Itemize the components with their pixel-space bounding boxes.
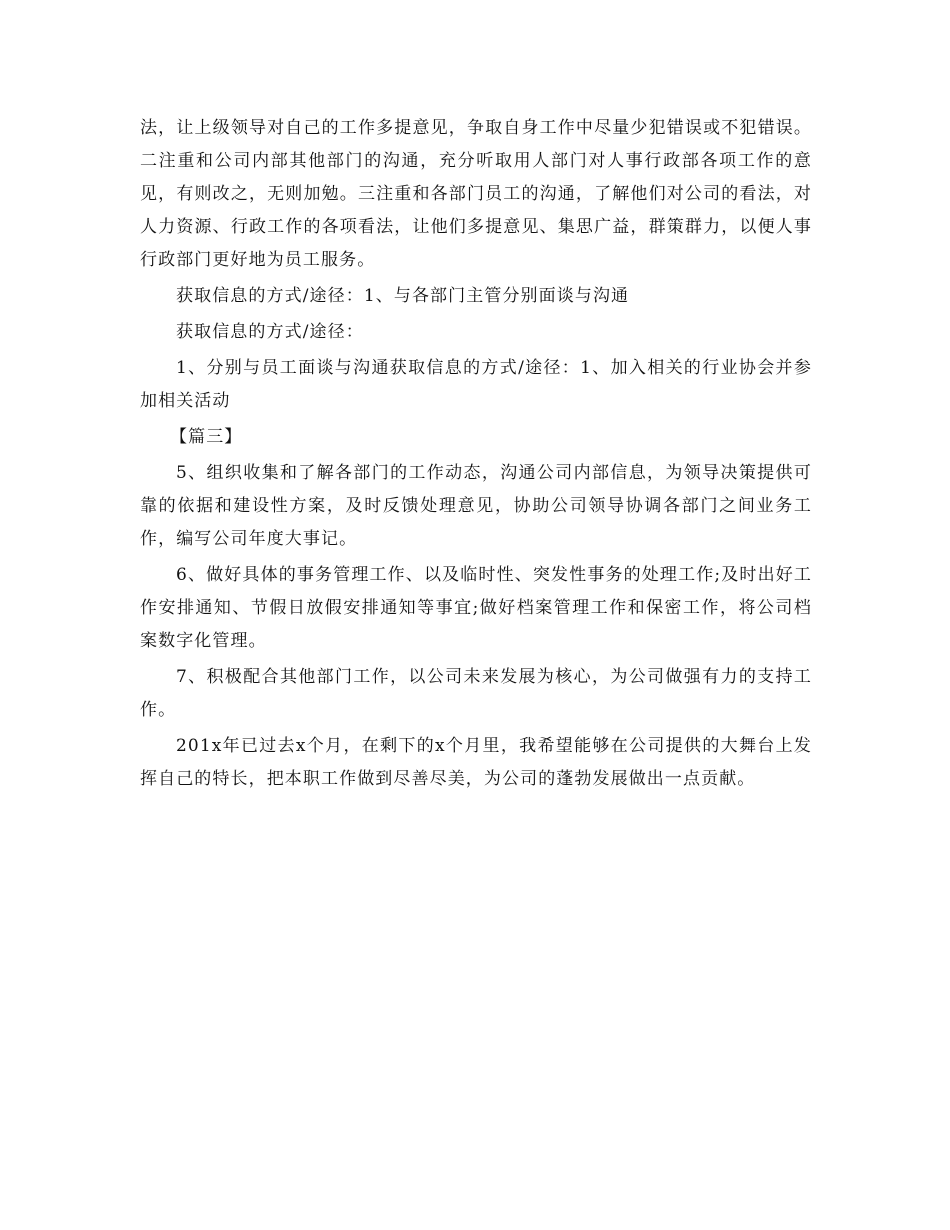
paragraph-info-channel-3: 1、分别与员工面谈与沟通获取信息的方式/途径：1、加入相关的行业协会并参加相关活动 xyxy=(140,358,812,411)
paragraph-continued: 法，让上级领导对自己的工作多提意见，争取自身工作中尽量少犯错误或不犯错误。二注重和公司内部其他部门的沟通，充分听取用人部门对人事行政部各项工作的意见，有则改之，无则加勉。三注重和各部门员工的沟通，了解他们对公司的看法，对人力资源、行政工作的各项看法，让他们多提意见、集思广益，群策群力，以便人事行政部门更好地为员工服务。 xyxy=(140,118,812,270)
paragraph-item-6: 6、做好具体的事务管理工作、以及临时性、突发性事务的处理工作;及时出好工作安排通知、节假日放假安排通知等事宜;做好档案管理工作和保密工作，将公司档案数字化管理。 xyxy=(140,565,812,651)
paragraph-item-5: 5、组织收集和了解各部门的工作动态，沟通公司内部信息，为领导决策提供可靠的依据和建设性方案，及时反馈处理意见，协助公司领导协调各部门之间业务工作，编写公司年度大事记。 xyxy=(140,463,812,549)
paragraph-info-channel-1: 获取信息的方式/途径：1、与各部门主管分别面谈与沟通 xyxy=(176,286,630,306)
paragraph-closing: 201x年已过去x个月，在剩下的x个月里，我希望能够在公司提供的大舞台上发挥自己的特长，把本职工作做到尽善尽美，为公司的蓬勃发展做出一点贡献。 xyxy=(140,736,812,789)
paragraph-item-7: 7、积极配合其他部门工作，以公司未来发展为核心，为公司做强有力的支持工作。 xyxy=(140,667,812,720)
document-body xyxy=(140,112,812,799)
paragraph-info-channel-2: 获取信息的方式/途径： xyxy=(176,322,364,342)
section-heading: 【篇三】 xyxy=(170,427,243,447)
